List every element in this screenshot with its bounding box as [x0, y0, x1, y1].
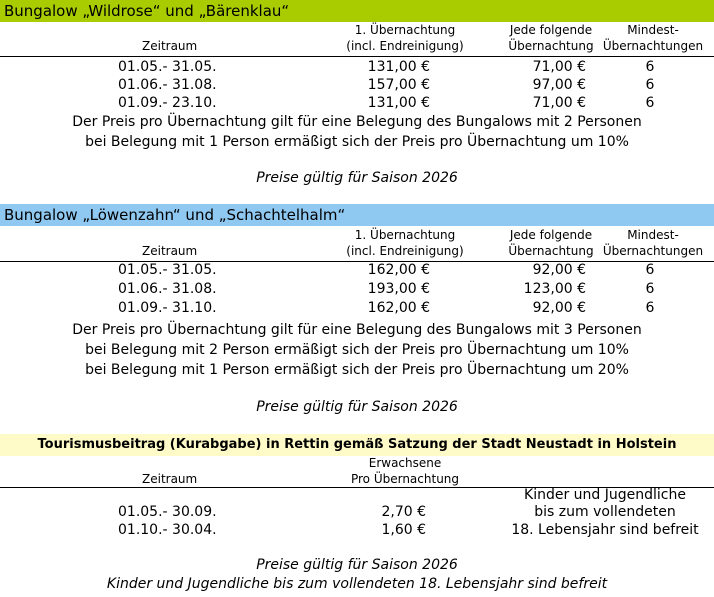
s3-header-adult-1: Erwachsene: [368, 456, 442, 470]
s3-row1-adult: 2,70 €: [381, 504, 426, 520]
s3-footer: Kinder und Jugendliche bis zum vollendeten 18. Lebensjahr sind befreit: [106, 576, 608, 592]
s2-header-first-2: (incl. Endreinigung): [346, 244, 464, 258]
s1-row1-min: 6: [645, 59, 655, 75]
s2-note3: bei Belegung mit 1 Person ermäßigt sich der Preis pro Übernachtung um 20%: [85, 362, 629, 378]
section3-title: Tourismusbeitrag (Kurabgabe) in Rettin gemäß Satzung der Stadt Neustadt in Holstein: [0, 434, 714, 456]
s3-children-note-3: 18. Lebensjahr sind befreit: [511, 522, 699, 538]
s1-row3-first: 131,00 €: [367, 95, 430, 111]
s2-note2: bei Belegung mit 2 Person ermäßigt sich der Preis pro Übernachtung um 10%: [85, 342, 629, 358]
s1-header-each-1: Jede folgende: [509, 23, 593, 37]
s2-row2-first: 193,00 €: [367, 281, 430, 297]
s1-header-first-2: (incl. Endreinigung): [346, 39, 464, 53]
s1-header-zeitraum: Zeitraum: [142, 39, 198, 53]
s3-row2-period: 01.10.- 30.04.: [118, 522, 217, 538]
s1-note1: Der Preis pro Übernachtung gilt für eine Belegung des Bungalows mit 2 Personen: [72, 114, 642, 130]
s3-children-note-1: Kinder und Jugendliche: [524, 487, 686, 503]
section2-title: Bungalow „Löwenzahn“ und „Schachtelhalm“: [0, 204, 714, 226]
s2-header-min-2: Übernachtungen: [602, 244, 704, 258]
s1-row2-first: 157,00 €: [367, 77, 430, 93]
section1-title: Bungalow „Wildrose“ und „Bärenklau“: [0, 0, 714, 22]
s3-row1-period: 01.05.- 30.09.: [118, 504, 217, 520]
s2-header-first-1: 1. Übernachtung: [354, 228, 456, 242]
s1-header-first-1: 1. Übernachtung: [354, 23, 456, 37]
s2-header-each-1: Jede folgende: [509, 228, 593, 242]
s3-season: Preise gültig für Saison 2026: [256, 557, 458, 573]
s1-header-each-2: Übernachtung: [508, 39, 594, 53]
s1-row2-each: 97,00 €: [532, 77, 586, 93]
s1-note2: bei Belegung mit 1 Person ermäßigt sich der Preis pro Übernachtung um 10%: [85, 134, 629, 150]
s1-header-min-2: Übernachtungen: [602, 39, 704, 53]
s1-row1-period: 01.05.- 31.05.: [118, 59, 217, 75]
s2-row3-each: 92,00 €: [532, 300, 586, 316]
s2-row1-period: 01.05.- 31.05.: [118, 262, 217, 278]
s2-row3-period: 01.09.- 31.10.: [118, 300, 217, 316]
s2-row1-first: 162,00 €: [367, 262, 430, 278]
s2-row3-min: 6: [645, 300, 655, 316]
s3-header-zeitraum: Zeitraum: [142, 472, 198, 486]
s2-season: Preise gültig für Saison 2026: [256, 399, 458, 415]
s2-row2-period: 01.06.- 31.08.: [118, 281, 217, 297]
s2-note1: Der Preis pro Übernachtung gilt für eine Belegung des Bungalows mit 3 Personen: [72, 322, 642, 338]
s1-row2-min: 6: [645, 77, 655, 93]
s3-row2-adult: 1,60 €: [381, 522, 426, 538]
s1-row1-first: 131,00 €: [367, 59, 430, 75]
s2-header-zeitraum: Zeitraum: [142, 244, 198, 258]
s2-row3-first: 162,00 €: [367, 300, 430, 316]
s1-row3-period: 01.09.- 23.10.: [118, 95, 217, 111]
s3-header-adult-2: Pro Übernachtung: [350, 472, 460, 486]
s1-row2-period: 01.06.- 31.08.: [118, 77, 217, 93]
s2-header-min-1: Mindest-: [627, 228, 679, 242]
s1-row1-each: 71,00 €: [532, 59, 586, 75]
s2-row1-min: 6: [645, 262, 655, 278]
s3-children-note-2: bis zum vollendeten: [534, 504, 676, 520]
s2-row2-each: 123,00 €: [523, 281, 586, 297]
s1-header-rule: [0, 56, 714, 57]
s2-row2-min: 6: [645, 281, 655, 297]
s1-row3-each: 71,00 €: [532, 95, 586, 111]
s1-header-min-1: Mindest-: [627, 23, 679, 37]
s2-row1-each: 92,00 €: [532, 262, 586, 278]
s1-row3-min: 6: [645, 95, 655, 111]
s2-header-each-2: Übernachtung: [508, 244, 594, 258]
s1-season: Preise gültig für Saison 2026: [256, 170, 458, 186]
